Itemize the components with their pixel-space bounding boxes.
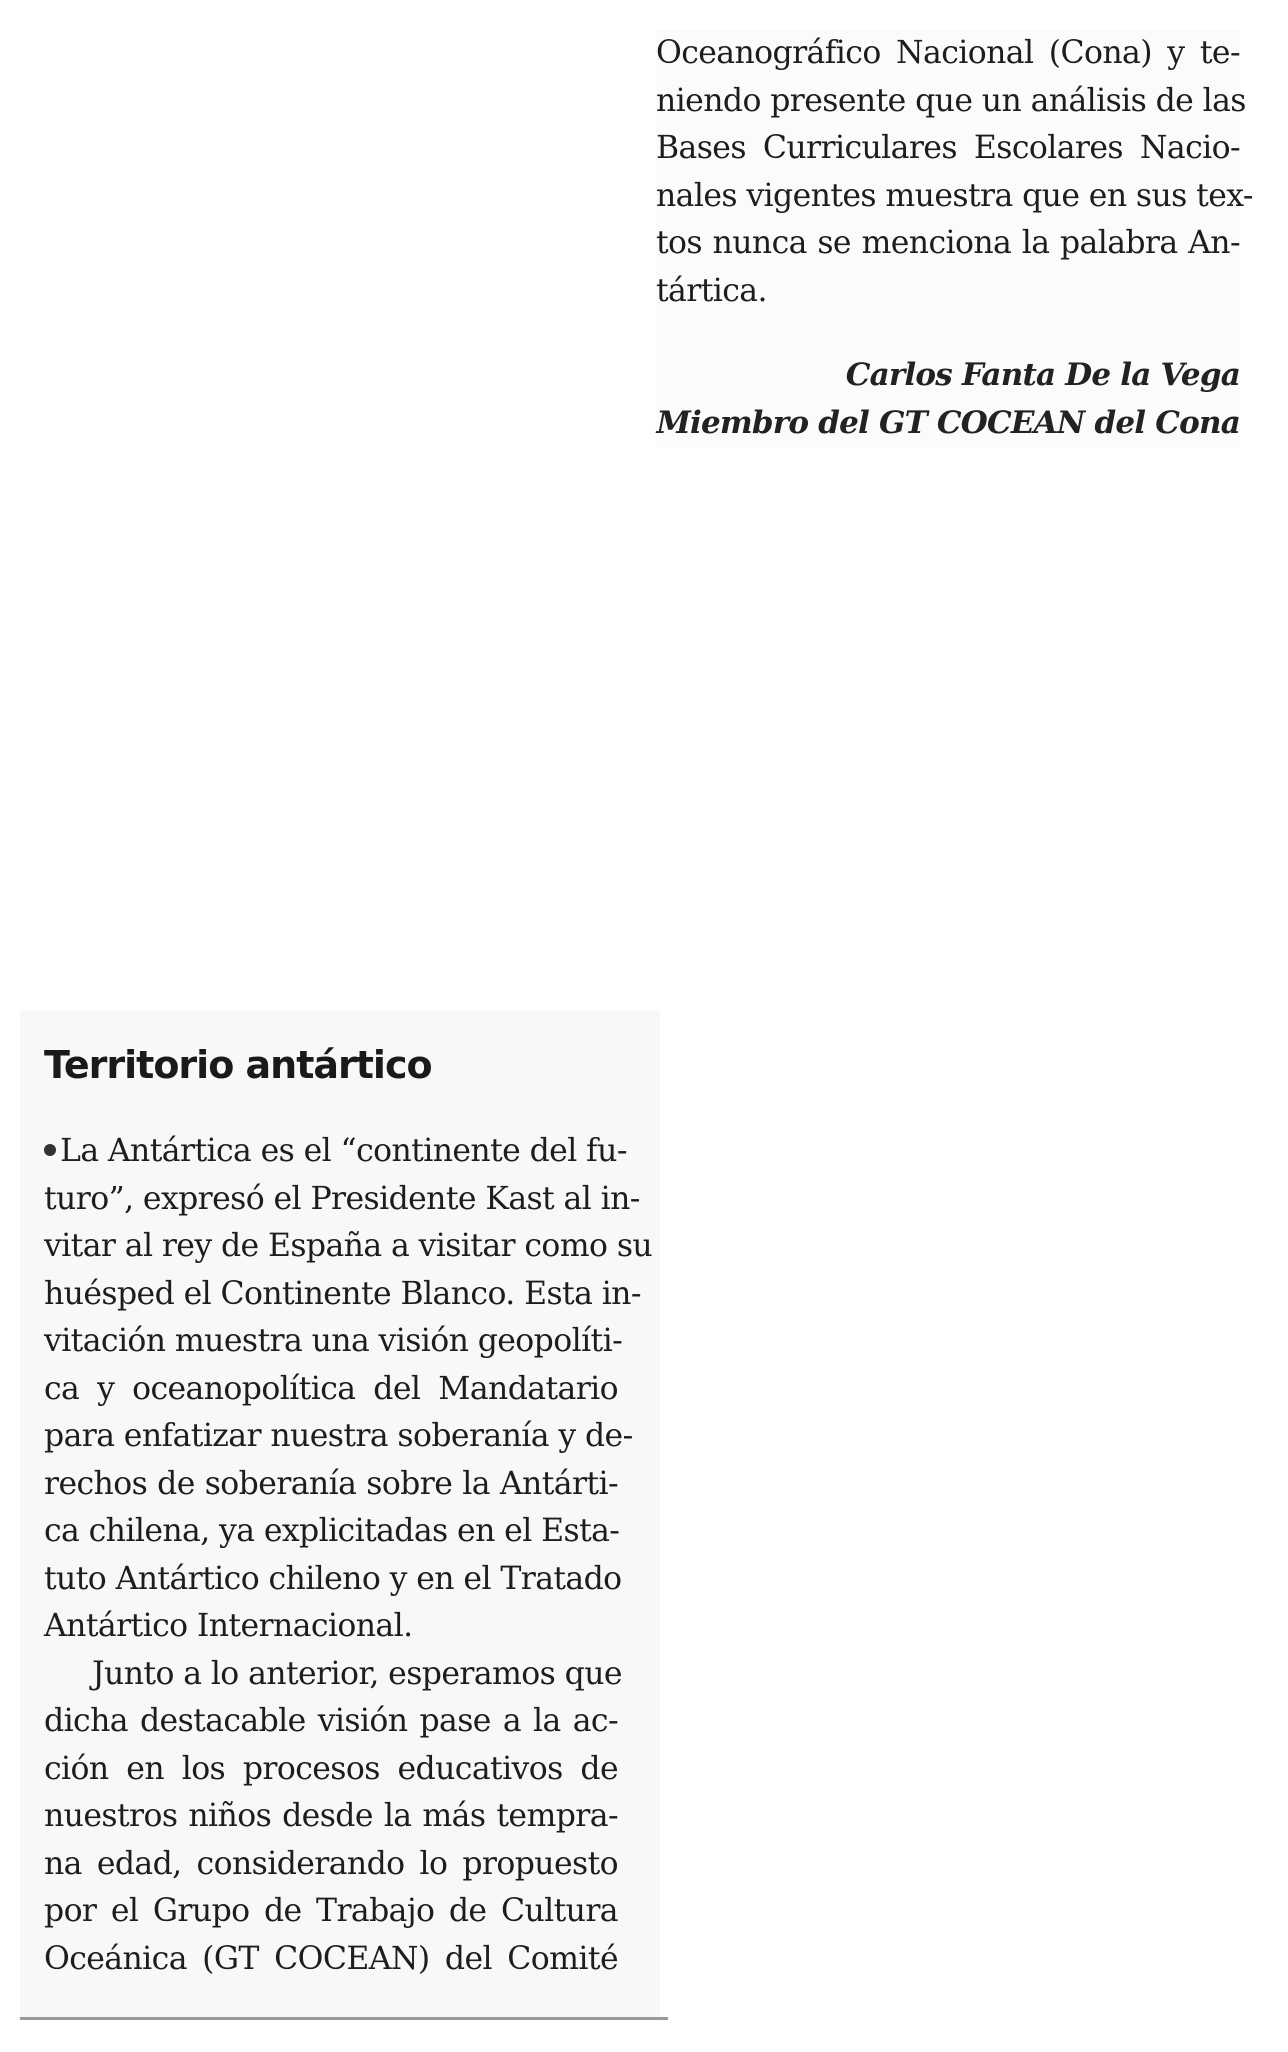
text-line: turo”, expresó el Presidente Kast al in- — [44, 1180, 640, 1217]
signature-role: Miembro del GT COCEAN del Cona — [656, 405, 1240, 441]
text-line: dicha destacable visión pase a la ac- — [44, 1703, 618, 1739]
text-line: vitar al rey de España a visitar como su — [44, 1228, 653, 1264]
bullet-icon — [44, 1144, 56, 1156]
letter-column — [20, 1010, 660, 2020]
letter-headline: Territorio antártico — [44, 1043, 432, 1087]
text-line: Junto a lo anterior, esperamos que — [92, 1655, 622, 1692]
text-line — [44, 1128, 627, 1176]
text-line: tuto Antártico chileno y en el Tratado — [44, 1560, 622, 1597]
continuation-paragraph — [656, 30, 1253, 315]
text-line: ción en los procesos educativos de — [44, 1750, 618, 1787]
text-line: Oceanográfico Nacional (Cona) y te- — [656, 35, 1240, 71]
text-line: huésped el Continente Blanco. Esta in- — [44, 1275, 641, 1312]
text-line: ca y oceanopolítica del Mandatario — [44, 1370, 618, 1407]
letter-paragraph-1 — [44, 1128, 653, 1651]
text-line: rechos de soberanía sobre la Antárti- — [44, 1465, 618, 1502]
signature-block — [656, 351, 1240, 447]
text-line: Bases Curriculares Escolares Nacio- — [656, 130, 1240, 166]
continuation-column — [656, 30, 1253, 447]
text-line: Oceánica (GT COCEAN) del Comité — [44, 1940, 618, 1977]
text-line: para enfatizar nuestra soberanía y de- — [44, 1418, 633, 1454]
text-line: niendo presente que un análisis de las — [656, 82, 1246, 119]
letter-body — [44, 1040, 653, 1983]
text-line: vitación muestra una visión geopolíti- — [44, 1323, 623, 1359]
column-divider — [20, 2017, 668, 2020]
text-line: tos nunca se menciona la palabra An- — [656, 225, 1240, 261]
text-line: na edad, considerando lo propuesto — [44, 1845, 618, 1882]
text-line: nales vigentes muestra que en sus tex- — [656, 177, 1253, 214]
text-line: Antártico Internacional. — [44, 1608, 413, 1644]
letter-paragraph-2 — [44, 1651, 622, 1984]
text-line: tártica. — [656, 272, 767, 309]
text-line: ca chilena, ya explicitadas en el Esta- — [44, 1513, 620, 1549]
text-line-content: La Antártica es el “continente del fu- — [60, 1133, 627, 1169]
text-line: nuestros niños desde la más tempra- — [44, 1798, 618, 1834]
text-line: por el Grupo de Trabajo de Cultura — [44, 1893, 618, 1929]
signature-name: Carlos Fanta De la Vega — [845, 357, 1240, 393]
